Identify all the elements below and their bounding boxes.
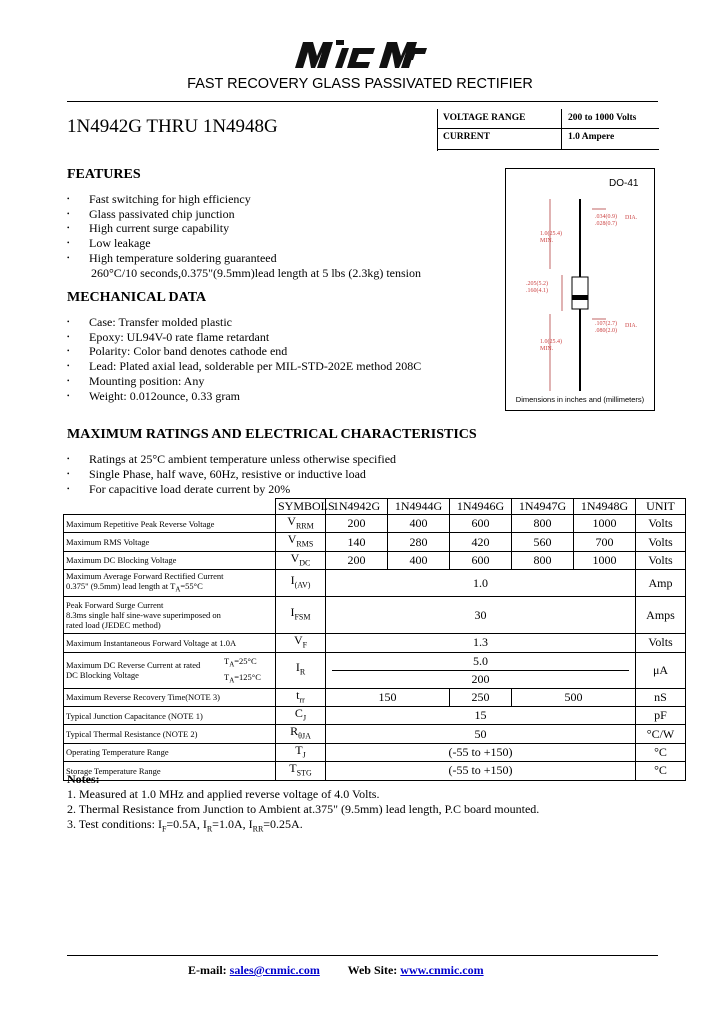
dim-label: 1.0(25.4) MIN. [540,339,562,352]
header-cell: 1N4942G [326,499,388,515]
header-cell: 1N4946G [450,499,512,515]
table-row: Maximum DC Blocking Voltage $V_{DC}$ 200 400 600 800 1000 Volts [64,551,686,569]
list-item: • Single Phase, half wave, 60Hz, resistive or inductive load [67,467,396,482]
features-title: FEATURES [67,167,141,182]
mechanical-list [67,315,421,403]
note-item: 3. Test conditions: $I_F=0.5A$, $I_R=1.0A$, $I_{RR}=0.25A$. [67,817,303,834]
list-item: • Glass passivated chip junction [67,207,421,222]
header-cell: UNIT [636,499,686,515]
email-label: E-mail: [188,963,227,977]
note-item: 2. Thermal Resistance from Junction to Ambient at.375" (9.5mm) lead length, P.C board mounted. [67,802,540,816]
divider [67,101,658,102]
notes-title: Notes: [67,772,100,786]
list-item: • Weight: 0.012ounce, 0.33 gram [67,389,421,404]
dim-label: DIA. [625,215,638,221]
table-row: Maximum Reverse Recovery Time(NOTE 3) $t_{rr}$ 150 250 500 nS [64,688,686,706]
package-drawing [505,168,655,411]
dim-label: .205(5.2) .160(4.1) [526,281,548,294]
divider [67,955,658,956]
table-header-row [64,499,686,515]
list-item: • Ratings at 25°C ambient temperature unless otherwise specified [67,452,396,467]
table-row: Maximum Instantaneous Forward Voltage at 1.0A $V_F$ 1.3 Volts [64,634,686,652]
mechanical-title: MECHANICAL DATA [67,290,207,305]
dim-label: DIA. [625,323,638,329]
list-item: • Lead: Plated axial lead, solderable per MIL-STD-202E method 208C [67,359,421,374]
list-item: • Mounting position: Any [67,374,421,389]
ratings-title: MAXIMUM RATINGS AND ELECTRICAL CHARACTERISTICS [67,427,477,442]
note-item: 1. Measured at 1.0 MHz and applied reverse voltage of 4.0 Volts. [67,787,380,801]
list-item: • Epoxy: UL94V-0 rate flame retardant [67,330,421,345]
header-cell: 1N4948G [574,499,636,515]
spec-label: VOLTAGE RANGE [443,113,526,123]
list-item: • Polarity: Color band denotes cathode end [67,344,421,359]
list-item: • High temperature soldering guaranteed [67,251,421,266]
list-item: • Fast switching for high efficiency [67,192,421,207]
table-row: Operating Temperature Range $T_J$ (-55 to +150) °C [64,743,686,761]
table-row: Peak Forward Surge Current 8.3ms single half sine-wave superimposed on rated load (JEDEC method) $I_{FSM}$ 30 Amps [64,597,686,634]
company-logo [293,38,427,70]
spec-label: CURRENT [443,132,490,142]
part-title: 1N4942G THRU 1N4948G [67,116,278,137]
package-name: DO-41 [609,178,639,189]
notes-list [67,787,539,836]
document-subtitle: FAST RECOVERY GLASS PASSIVATED RECTIFIER [187,76,533,92]
list-item: • Case: Transfer molded plastic [67,315,421,330]
package-caption: Dimensions in inches and (millimeters) [515,395,645,404]
list-item: • For capacitive load derate current by 20% [67,482,396,497]
list-item-continuation: 260°C/10 seconds,0.375"(9.5mm)lead length at 5 lbs (2.3kg) tension [91,265,421,280]
header-cell: 1N4947G [512,499,574,515]
ratings-list [67,452,396,497]
website-label: Web Site: [347,963,398,977]
footer [188,963,484,978]
table-row: Typical Thermal Resistance (NOTE 2) $R_{\theta JA}$ 50 °C/W [64,725,686,743]
header-cell: SYMBOLS [276,499,326,515]
ratings-table [63,498,686,781]
header-cell: 1N4944G [388,499,450,515]
table-row: Storage Temperature Range $T_{STG}$ (-55 to +150) °C [64,762,686,780]
spec-value: 1.0 Ampere [568,132,615,142]
table-row: Maximum RMS Voltage $V_{RMS}$ 140 280 420 560 700 Volts [64,533,686,551]
table-row: Maximum Repetitive Peak Reverse Voltage $V_{RRM}$ 200 400 600 800 1000 Volts [64,515,686,533]
dim-label: 1.0(25.4) MIN. [540,231,562,244]
email-link[interactable]: sales@cnmic.com [229,963,320,977]
table-row: Typical Junction Capacitance (NOTE 1) $C_J$ 15 pF [64,706,686,724]
list-item: • Low leakage [67,236,421,251]
list-item: • High current surge capability [67,221,421,236]
spec-value: 200 to 1000 Volts [568,113,637,123]
table-row: Maximum Average Forward Rectified Current 0.375" (9.5mm) lead length at $T_A=55^\circ C$ $I_{(AV)}$ 1.0 Amp [64,570,686,597]
spec-box [437,109,659,151]
dim-label: .107(2.7) .080(2.0) [595,321,617,334]
dim-label: .034(0.9) .028(0.7) [595,214,617,227]
table-row: Maximum DC Reverse Current at rated DC Blocking Voltage $T_A=25^\circ C$ $T_A=125^\circ C$ $I_R$ 5.0 200 μA [64,652,686,688]
features-list [67,192,421,280]
website-link[interactable]: www.cnmic.com [400,963,484,977]
